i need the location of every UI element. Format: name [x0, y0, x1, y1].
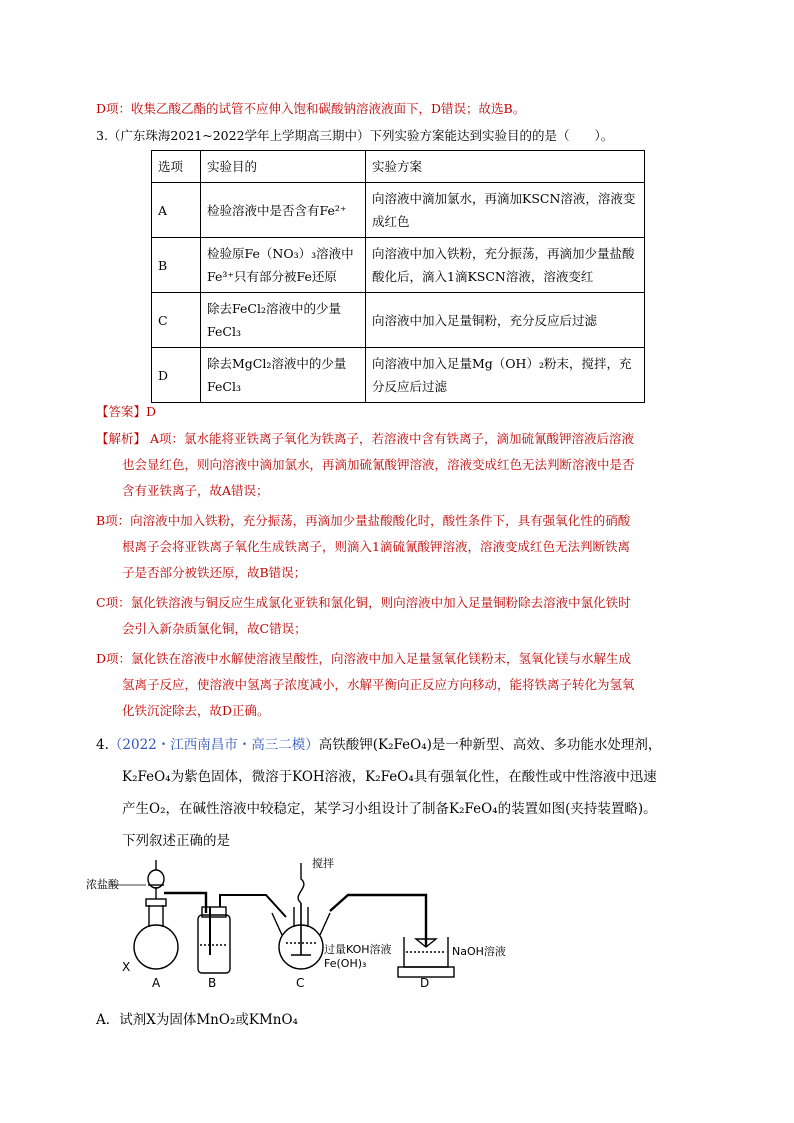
q3-stem: 3.（广东珠海2021~2022学年上学期高三期中）下列实验方案能达到实验目的的是（ ）。 [96, 128, 614, 143]
analysis-line: B项：向溶液中加入铁粉，充分振荡，再滴加少量盐酸酸化时，酸性条件下，具有强氧化性的硝酸 [96, 513, 631, 528]
q4-stem-line: 产生O₂，在碱性溶液中较稳定，某学习小组设计了制备K₂FeO₄的装置如图(夹持装置略)。 [122, 801, 657, 817]
q4-number: 4. [96, 737, 109, 753]
label-koh: 过量KOH溶液 [324, 943, 392, 956]
previous-answer-text: D项：收集乙酸乙酯的试管不应伸入饱和碳酸钠溶液液面下，D错误；故选B。 [96, 101, 526, 116]
q4-source: （2022・江西南昌市・高三二模） [108, 737, 319, 753]
analysis-line: C项：氯化铁溶液与铜反应生成氯化亚铁和氯化铜，则向溶液中加入足量铜粉除去溶液中氯化铁时 [96, 595, 631, 610]
analysis-line: 氢离子反应，使溶液中氢离子浓度减小，水解平衡向正反应方向移动，能将铁离子转化为氢氧 [122, 677, 635, 692]
label-d: D [420, 976, 430, 990]
q4-first-line [96, 733, 661, 753]
answer-value: D [146, 404, 157, 419]
q3-answer [96, 402, 156, 420]
previous-answer-line [96, 99, 525, 117]
row-goal: 除去MgCl₂溶液中的少量FeCl₃ [201, 348, 366, 403]
row-option: D [152, 348, 201, 403]
row-plan: 向溶液中加入足量铜粉，充分反应后过滤 [366, 293, 645, 348]
q4-stem-line: 下列叙述正确的是 [122, 833, 230, 849]
table-row [152, 238, 645, 293]
analysis-line: 根离子会将亚铁离子氧化生成铁离子，则滴入1滴硫氰酸钾溶液，溶液变成红色无法判断铁离 [122, 539, 630, 554]
label-naoh: NaOH溶液 [452, 945, 506, 958]
q3-table [151, 150, 645, 403]
apparatus-figure [86, 855, 506, 995]
analysis-line: 含有亚铁离子，故A错误； [122, 483, 269, 498]
analysis-tag: 【解析】 [96, 431, 147, 446]
row-option: C [152, 293, 201, 348]
label-feoh: Fe(OH)₃ [324, 957, 367, 970]
row-goal: 检验溶液中是否含有Fe²⁺ [201, 183, 366, 238]
analysis-line: A项：氯水能将亚铁离子氧化为铁离子，若溶液中含有铁离子，滴加硫氰酸钾溶液后溶液 [150, 431, 635, 446]
table-header-row [152, 151, 645, 183]
q4-stem-line: K₂FeO₄为紫色固体，微溶于KOH溶液，K₂FeO₄具有强氧化性，在酸性或中性溶液中迅速 [122, 769, 657, 785]
analysis-line: D项：氯化铁在溶液中水解使溶液呈酸性，向溶液中加入足量氢氧化镁粉末，氢氧化镁与水解生成 [96, 651, 632, 666]
bottle-b [198, 915, 230, 973]
analysis-line: 化铁沉淀除去，故D正确。 [122, 703, 270, 718]
table-row [152, 183, 645, 238]
header-goal: 实验目的 [201, 151, 366, 183]
header-plan: 实验方案 [366, 151, 645, 183]
row-goal: 除去FeCl₂溶液中的少量FeCl₃ [201, 293, 366, 348]
analysis-line: 也会显红色，则向溶液中滴加氯水，再滴加硫氰酸钾溶液，溶液变成红色无法判断溶液中是否 [122, 457, 635, 472]
row-plan: 向溶液中滴加氯水，再滴加KSCN溶液，溶液变成红色 [366, 183, 645, 238]
label-c: C [296, 976, 305, 990]
row-plan: 向溶液中加入铁粉，充分振荡，再滴加少量盐酸酸化后，滴入1滴KSCN溶液，溶液变红 [366, 238, 645, 293]
row-option: A [152, 183, 201, 238]
analysis-line: 会引入新杂质氯化铜，故C错误； [122, 621, 307, 636]
table-row [152, 348, 645, 403]
analysis-line: 子是否部分被铁还原，故B错误； [122, 565, 307, 580]
label-b: B [208, 976, 217, 990]
label-a: A [152, 976, 161, 990]
q4-option-a: A．试剂X为固体MnO₂或KMnO₄ [96, 1012, 298, 1028]
label-stir: 搅拌 [312, 857, 334, 870]
flask-a [134, 925, 178, 969]
label-x: X [122, 960, 131, 974]
label-acid: 浓盐酸 [86, 878, 119, 891]
row-goal: 检验原Fe（NO₃）₃溶液中Fe³⁺只有部分被Fe还原 [201, 238, 366, 293]
header-option: 选项 [152, 151, 201, 183]
answer-tag: 【答案】 [96, 404, 147, 419]
row-option: B [152, 238, 201, 293]
row-plan: 向溶液中加入足量Mg（OH）₂粉末，搅拌，充分反应后过滤 [366, 348, 645, 403]
table-row [152, 293, 645, 348]
q4-stem-line: 高铁酸钾(K₂FeO₄)是一种新型、高效、多功能水处理剂， [318, 737, 662, 753]
